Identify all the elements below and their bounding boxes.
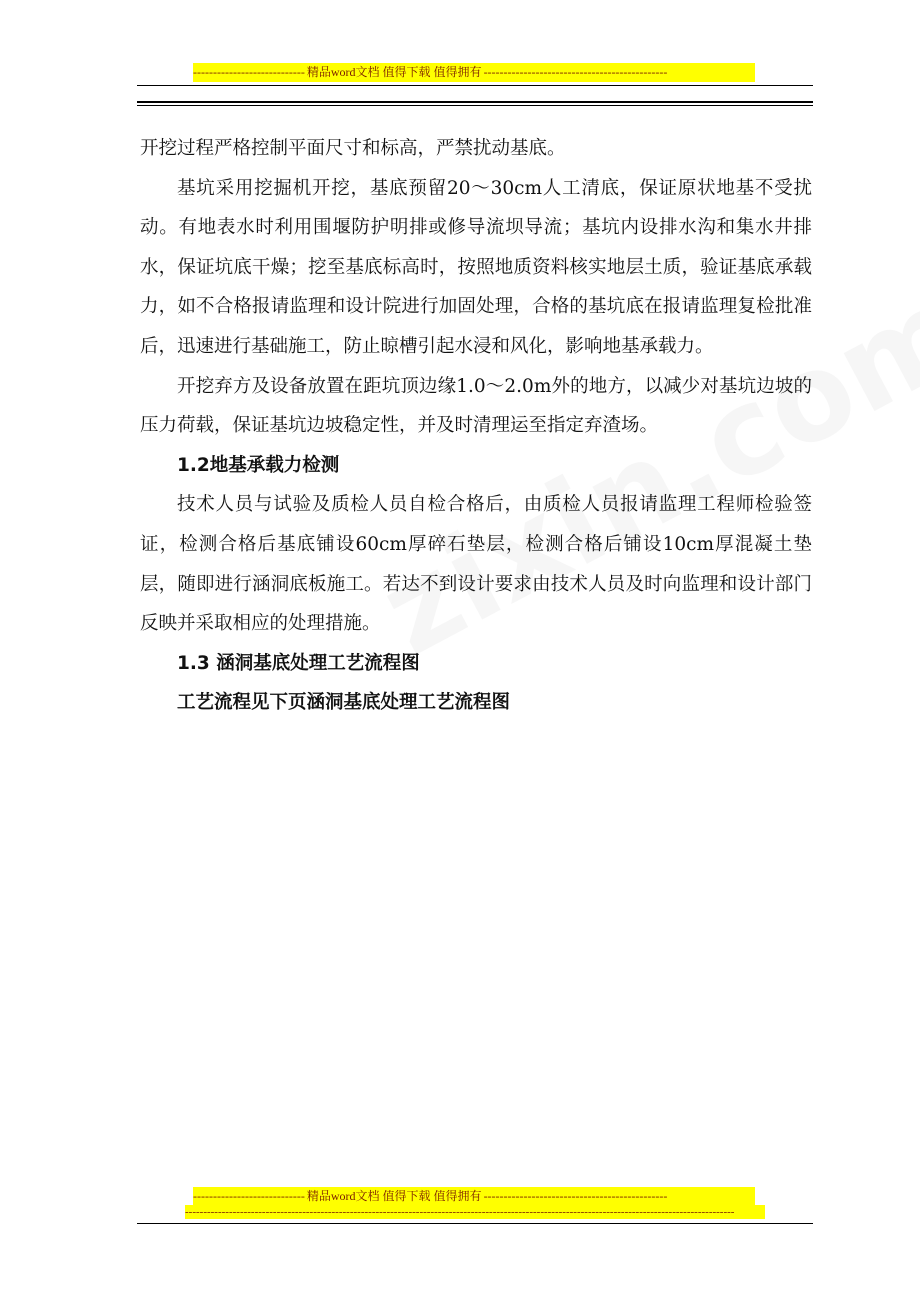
header-banner-text: 精品word文档 值得下载 值得拥有 — [306, 65, 482, 79]
footer-dash-line: ------------------------------------------------------------------------------------------------------------------------------------------------------ — [185, 1205, 765, 1219]
section-heading-bearing-test: 1.2地基承载力检测 — [177, 454, 340, 476]
footer-banner-dashes-left: ---------------------------- — [193, 1189, 305, 1203]
header-banner-dashes-left: ---------------------------- — [193, 65, 305, 79]
footer-rule — [137, 1223, 813, 1224]
paragraph-bearing-test: 技术人员与试验及质检人员自检合格后，由质检人员报请监理工程师检验签证，检测合格后基底铺设60cm厚碎石垫层，检测合格后铺设10cm厚混凝土垫层，随即进行涵洞底板施工。若达不到设计要求由技术人员及时向监理和设计部门反映并采取相应的处理措施。 — [140, 494, 812, 635]
paragraph-spoil-placement: 开挖弃方及设备放置在距坑顶边缘1.0～2.0m外的地方，以减少对基坑边坡的压力荷载，保证基坑边坡稳定性，并及时清理运至指定弃渣场。 — [140, 375, 812, 437]
document-body — [140, 129, 812, 723]
flowchart-reference: 工艺流程见下页涵洞基底处理工艺流程图 — [177, 692, 511, 714]
paragraph-excavation-method: 基坑采用挖掘机开挖，基底预留20～30cm人工清底，保证原状地基不受扰动。有地表水时利用围堰防护明排或修导流坝导流；基坑内设排水沟和集水井排水，保证坑底干燥；挖至基底标高时，按照地质资料核实地层土质，验证基底承载力，如不合格报请监理和设计院进行加固处理，合格的基坑底在报请监理复检批准后，迅速进行基础施工，防止晾槽引起水浸和风化，影响地基承载力。 — [140, 177, 812, 357]
header-double-rule-top — [137, 101, 813, 103]
paragraph-excavation-control: 开挖过程严格控制平面尺寸和标高，严禁扰动基底。 — [140, 138, 566, 159]
footer-banner-text: 精品word文档 值得下载 值得拥有 — [306, 1189, 482, 1203]
header-banner — [193, 63, 755, 82]
section-heading-flowchart: 1.3 涵洞基底处理工艺流程图 — [177, 652, 420, 674]
header-rule — [137, 85, 813, 86]
header-banner-dashes-right: ---------------------------------------------- — [483, 65, 668, 79]
footer-banner — [193, 1187, 755, 1206]
header-double-rule-bottom — [137, 105, 813, 106]
footer-banner-dashes-right: ---------------------------------------------- — [483, 1189, 668, 1203]
